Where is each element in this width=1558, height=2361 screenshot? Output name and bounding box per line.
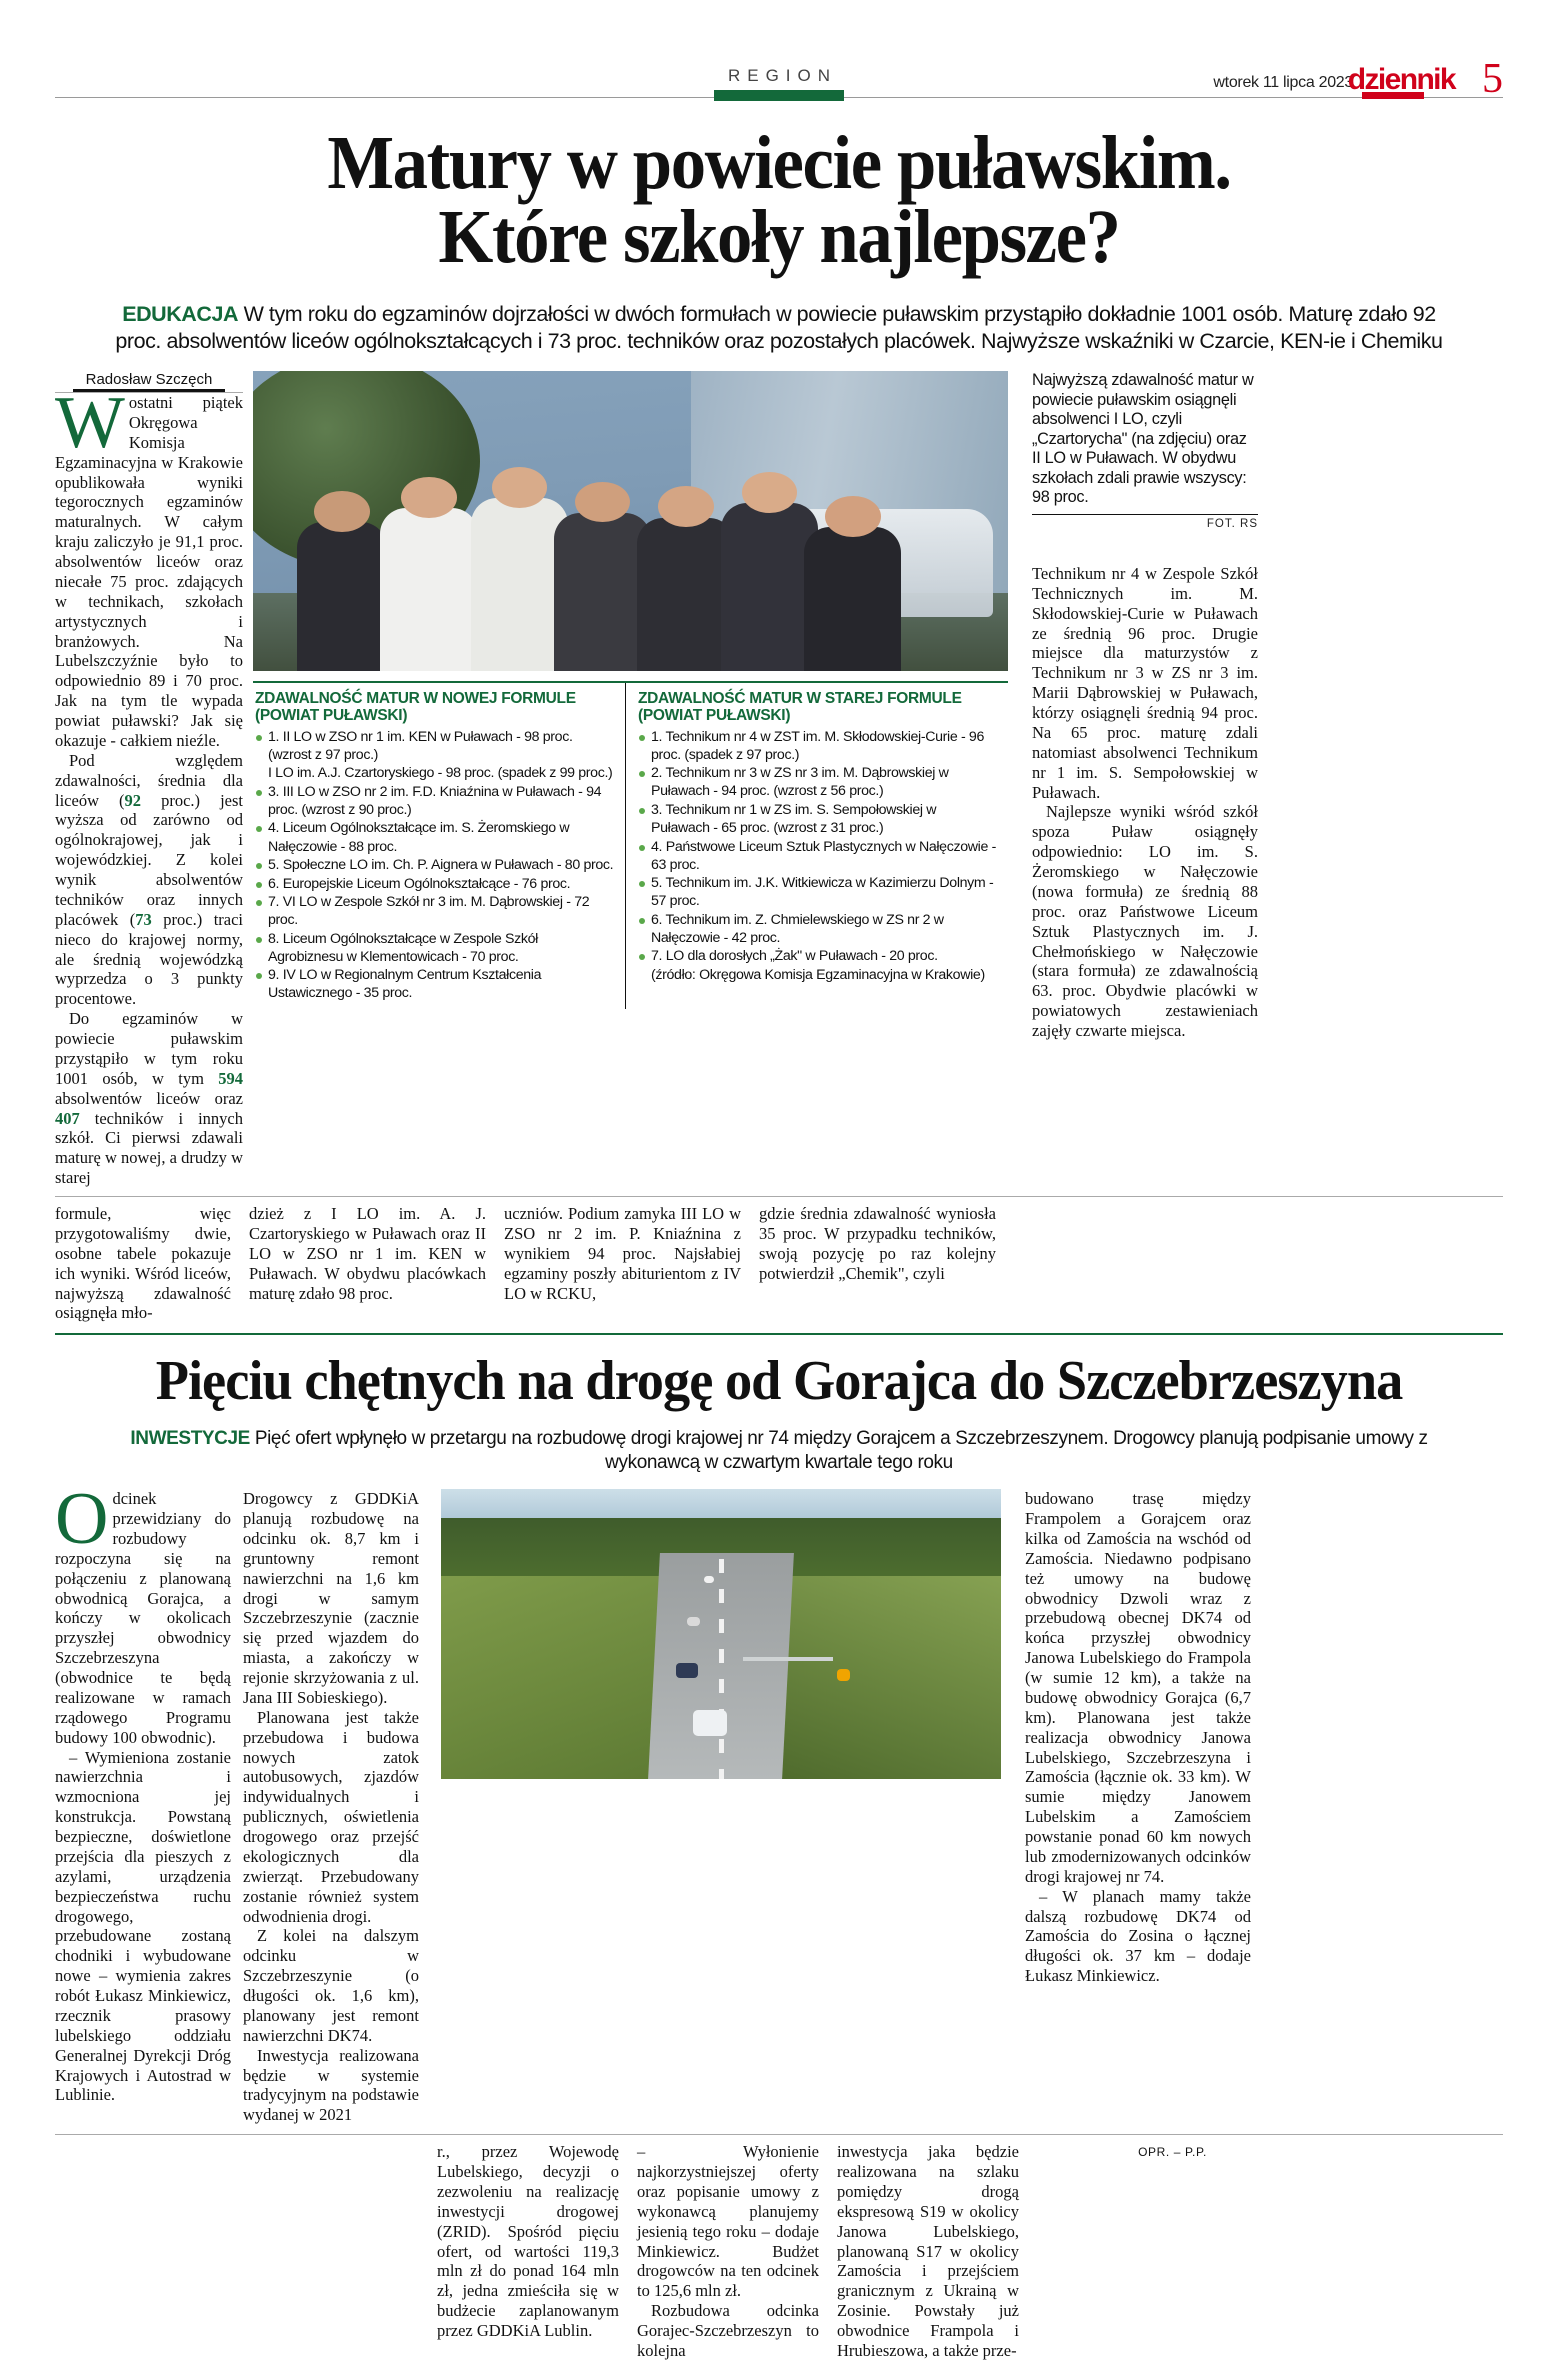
continuation-text: dzież z I LO im. A. J. Czartoryskiego w Puławach oraz II LO w ZSO nr 1 im. KEN w Puławach. W obydwu placówkach maturę zdało 98 proc.	[249, 1204, 486, 1303]
article1-right-column	[1018, 371, 1258, 1188]
paragraph-text: proc.) jest wyższa od zarówno od ogólnokrajowej, jak i wojewódzkiej. Z kolei wynik absolwentów techników oraz innych placówek (	[55, 790, 243, 929]
list-item: 3. Technikum nr 1 w ZS im. S. Sempołowskiej w Puławach - 65 proc. (wzrost z 31 proc.)	[638, 801, 998, 837]
paragraph-text: Do egzaminów w powiecie puławskim przystąpiło w tym roku 1001 osób, w tym	[55, 1009, 243, 1088]
paragraph-text: ostatni piątek Okręgowa Komisja Egzaminacyjna w Krakowie opublikowała wyniki tegorocznych egzaminów maturalnych. W całym kraju zaliczyło je 91,1 proc. absolwentów liceów oraz niecałe 75 proc. zdających w technikach, szkołach artystycznych i branżowych. Na Lubelszczyźnie było to odpowiednio 89 i 70 proc. Jak na tym tle wypada powiat puławski? Jak się okazuje - całkiem nieźle.	[55, 393, 243, 750]
paragraph: – W planach mamy także dalszą rozbudowę DK74 od Zamościa do Zosina o łącznej długości ok. 37 km – dodaje Łukasz Minkiewicz.	[1025, 1886, 1251, 1986]
byline: Radosław Szczęch	[73, 371, 225, 392]
paragraph: Planowana jest także przebudowa i budowa nowych zatok autobusowych, zjazdów indywidualnych i publicznych, oświetlenia drogowego oraz przejść ekologicznych dla zwierząt. Przebudowany zostanie również system odwodnienia drogi.	[243, 1707, 419, 1926]
article1-bottom-col-3	[498, 1204, 753, 1323]
photo-person	[297, 522, 387, 671]
results-source: (źródło: Okręgowa Komisja Egzaminacyjna w Krakowie)	[651, 966, 985, 983]
stat-value: 92	[124, 790, 142, 810]
article2-right-column	[1011, 1489, 1251, 2125]
photo-person-head	[742, 472, 798, 513]
paragraph-text: absolwentów liceów oraz	[55, 1088, 243, 1108]
dropcap: W	[55, 382, 125, 465]
paragraph	[55, 382, 243, 751]
article1-headline-line2: Które szkoły najlepsze?	[438, 195, 1120, 280]
brand-logo	[1348, 65, 1455, 99]
photo-person-head	[401, 477, 457, 518]
article2-top-row	[55, 1478, 1503, 2125]
article2-photo-column	[431, 1489, 1011, 2125]
article2-lead-text: Pięć ofert wpłynęło w przetargu na rozbudowę drogi krajowej nr 74 między Gorajcem a Szczebrzeszynem. Drogowcy planują podpisanie umowy z wykonawcą w czwartym kwartale tego roku	[249, 1428, 1428, 1474]
article1-headline-line1: Matury w powiecie puławskim.	[327, 121, 1231, 205]
list-item: 4. Liceum Ogólnokształcące im. S. Żeromskiego w Nałęczowie - 88 proc.	[255, 819, 615, 855]
article2-bottom-col-1	[55, 2142, 243, 2361]
article1-photo	[253, 371, 1008, 671]
page-header	[55, 56, 1503, 112]
article2-bottom-col-3	[431, 2142, 631, 2361]
list-item: 9. IV LO w Regionalnym Centrum Kształcenia Ustawicznego - 35 proc.	[255, 966, 615, 1002]
photo-credit: FOT. RS	[1032, 514, 1258, 530]
photo-person-head	[492, 467, 548, 508]
article1-bottom-col-5	[1008, 1204, 1196, 1323]
photo2-vehicle	[693, 1710, 727, 1736]
article2-col1-text	[55, 1478, 231, 2105]
list-item: 3. III LO w ZSO nr 2 im. F.D. Kniaźnina w Puławach - 94 proc. (wzrost z 90 proc.)	[255, 783, 615, 819]
photo2-field-right	[777, 1576, 1001, 1779]
article1-bottom-row	[55, 1196, 1503, 1323]
article2-right-text	[1025, 1489, 1251, 1986]
list-item: 5. Społeczne LO im. Ch. P. Aignera w Puławach - 80 proc.	[255, 856, 615, 874]
results-box-old-title	[638, 690, 998, 725]
article2-body	[55, 1478, 1503, 2361]
list-item: 4. Państwowe Liceum Sztuk Plastycznych w Nałęczowie - 63 proc.	[638, 838, 998, 874]
continuation-text: r., przez Wojewodę Lubelskiego, decyzji o zezwoleniu na realizację inwestycji drogowej (ZRID). Spośród pięciu ofert, od wartości 119,3 mln zł do ponad 164 mln zł, jedna zmieściła się w budżecie zaplanowanym przez GDDKiA Lublin.	[437, 2142, 619, 2341]
article1-center-column	[243, 371, 1018, 1188]
article2-bottom-col-2	[243, 2142, 431, 2361]
article2-photo	[441, 1489, 1001, 1779]
article1-end-rule	[55, 1333, 1503, 1335]
section-kicker: REGION	[727, 66, 838, 85]
results-boxes	[253, 681, 1008, 1009]
continuation-text	[637, 2142, 819, 2361]
article2-col2-text	[243, 1489, 419, 2125]
paragraph: Rozbudowa odcinka Gorajec-Szczebrzeszyn to kolejna	[637, 2301, 819, 2360]
article1-body	[55, 371, 1503, 1323]
photo-graduates-group	[283, 431, 978, 671]
photo2-guardrail	[743, 1657, 833, 1661]
paragraph	[55, 751, 243, 1009]
article2-headline: Pięciu chętnych na drogę od Gorajca do Szczebrzeszyna	[155, 1350, 1403, 1413]
page-number: 5	[1482, 56, 1503, 102]
paragraph: – Wyłonienie najkorzystniejszej oferty oraz popisanie umowy z wykonawcą planujemy jesienią tego roku – dodaje Minkiewicz. Budżet drogowców na ten odcinek to 125,6 mln zł.	[637, 2142, 819, 2301]
article2-lead	[105, 1427, 1453, 1475]
article2-column-1	[55, 1478, 243, 2125]
article1-lead-text: W tym roku do egzaminów dojrzałości w dwóch formułach w powiecie puławskim przystąpiło dokładnie 1001 osób. Maturę zdało 92 proc. absolwentów liceów ogólnokształcących i 73 proc. techników oraz pozostałych placówek. Najwyższe wskaźniki w Czarcie, KEN-ie i Chemiku	[115, 301, 1443, 354]
paragraph-text: proc.) traci nieco do krajowej normy, ale średnią wojewódzką wyprzedza o 3 punkty procentowe.	[55, 909, 244, 1009]
photo2-vehicle	[687, 1617, 700, 1626]
list-item: 7. LO dla dorosłych „Żak" w Puławach - 20 proc.	[638, 947, 998, 965]
list-item: 6. Europejskie Liceum Ogólnokształcące - 76 proc.	[255, 875, 615, 893]
title-line-1: ZDAWALNOŚĆ MATUR W STAREJ FORMULE	[638, 690, 962, 708]
article1-lead-tag: EDUKACJA	[122, 301, 239, 326]
article1-top-row	[55, 371, 1503, 1188]
article1-col1-text	[55, 382, 244, 1188]
photo-caption: Najwyższą zdawalność matur w powiecie puławskim osiągnęli absolwenci I LO, czyli „Czartorycha" (na zdjęciu) oraz II LO w Puławach. W obydwu szkołach zdali prawie wszyscy: 98 proc.	[1032, 371, 1254, 507]
article1-column-1	[55, 371, 243, 1188]
photo2-vehicle	[676, 1663, 698, 1678]
results-box-new-title	[255, 690, 615, 725]
list-item: I LO im. A.J. Czartoryskiego - 98 proc. (spadek z 99 proc.)	[268, 765, 613, 782]
continuation-text: inwestycja jaka będzie realizowana na szlaku pomiędzy drogą ekspresową S19 w okolicy Janowa Lubelskiego, planowaną S17 w okolicy Zamościa i przejściem granicznym z Ukrainą w Zosinie. Powstały już obwodnice Frampola i Hrubieszowa, a także prze-	[837, 2142, 1019, 2360]
paragraph: – Wymieniona zostanie nawierzchnia i wzmocniona jej konstrukcja. Powstaną bezpieczne, doświetlone przejścia dla pieszych z azylami, urządzenia bezpieczeństwa ruchu drogowego, przebudowane zostaną chodniki i wybudowane nowe – wymienia zakres robót Łukasz Minkiewicz, rzecznik prasowy lubelskiego oddziału Generalnej Dyrekcji Dróg Krajowych i Autostrad w Lublinie.	[55, 1747, 231, 2105]
paragraph: Drogowcy z GDDKiA planują rozbudowę na odcinku ok. 8,7 km i gruntowny remont nawierzchni na 1,6 km drogi w samym Szczebrzeszynie (zacznie się przed wjazdem do miasta, a zakończy w rejonie skrzyżowania z ul. Jana III Sobieskiego).	[243, 1489, 419, 1707]
photo-person-head	[314, 491, 370, 532]
list-item: 7. VI LO w Zespole Szkół nr 3 im. M. Dąbrowskiej - 72 proc.	[255, 893, 615, 929]
paragraph: Inwestycja realizowana będzie w systemie tradycyjnym na podstawie wydanej w 2021	[243, 2045, 419, 2125]
results-box-old-formula	[625, 683, 1008, 1009]
stat-value: 594	[218, 1068, 243, 1088]
photo2-road-sign	[837, 1669, 850, 1681]
article1-bottom-col-4	[753, 1204, 1008, 1323]
article1-bottom-col-1	[55, 1204, 243, 1323]
paragraph: budowano trasę między Frampolem a Gorajcem oraz kilka od Zamościa na wschód od Zamościa. Niedawno podpisano też umowy na budowę obwodnicy Dzwoli wraz z przebudową obecnej DK74 od końca przyszłej obwodnicy Janowa Lubelskiego do Frampola (w sumie 12 km), a także na budowę obwodnicy Gorajca (6,7 km). Planowana jest także realizacja obwodnicy Janowa Lubelskiego, Szczebrzeszyna i Zamościa (łącznie ok. 33 km). W sumie między Janowem Lubelskim a Zamościem powstanie ponad 60 km nowych lub zmodernizowanych odcinków drogi krajowej nr 74.	[1025, 1489, 1251, 1886]
paragraph: Z kolei na dalszym odcinku w Szczebrzeszynie (o długości ok. 1,6 km), planowany jest remont nawierzchni DK74.	[243, 1926, 419, 2045]
title-line-2: (POWIAT PUŁAWSKI)	[638, 707, 791, 725]
list-item: 1. II LO w ZSO nr 1 im. KEN w Puławach - 98 proc. (wzrost z 97 proc.)	[255, 728, 615, 764]
list-item: 2. Technikum nr 3 w ZS nr 3 im. M. Dąbrowskiej w Puławach - 94 proc. (wzrost z 56 proc.)	[638, 764, 998, 800]
paragraph: Najlepsze wyniki wśród szkół spoza Puław osiągnęły odpowiednio: LO im. S. Żeromskiego w Nałęczowie (nowa formuła) ze średnią 88 proc. oraz Państwowe Liceum Sztuk Plastycznych im. J. Chełmońskiego w Nałęczowie (stara formuła) ze zdawalnością 63. proc. Obydwie placówki w powiatowych zestawieniach zajęły czwarte miejsca.	[1032, 802, 1258, 1041]
article1-bottom-col-2	[243, 1204, 498, 1323]
article2-lead-tag: INWESTYCJE	[130, 1428, 250, 1450]
results-list-new	[255, 728, 615, 1002]
article1-headline	[106, 121, 1453, 280]
paragraph	[55, 1009, 243, 1188]
paragraph-text: dcinek przewidziany do rozbudowy rozpoczyna się na połączeniu z planowaną obwodnicą Gorajca, a kończy w okolicach przyszłej obwodnicy Szczebrzeszyna (obwodnice te będą realizowane w ramach rządowego Programu budowy 100 obwodnic).	[55, 1489, 231, 1747]
stat-value: 73	[135, 909, 152, 929]
section-kicker-bar	[714, 90, 844, 101]
continuation-text: uczniów. Podium zamyka III LO w ZSO nr 2 im. P. Kniaźnina z wynikiem 94 proc. Najsłabiej egzaminy poszły abiturientom z IV LO w RCKU,	[504, 1204, 741, 1303]
results-list-old	[638, 728, 998, 984]
stat-value: 407	[55, 1108, 80, 1128]
article2-bottom-col-6	[1031, 2142, 1219, 2361]
photo-person-head	[658, 486, 714, 527]
article1-sidebar-text	[1032, 564, 1258, 1041]
paragraph: Technikum nr 4 w Zespole Szkół Technicznych im. M. Skłodowskiej-Curie w Puławach ze średnią 96 proc. Drugie miejsce dla maturzystów z Technikum nr 3 w ZS nr 3 im. Marii Dąbrowskiej w Puławach, którzy osiągnęli średnią 94 proc. Na 65 proc. maturę zdali natomiast absolwenci Technikum nr 1 im. S. Sempołowskiej w Puławach.	[1032, 563, 1258, 802]
paragraph-text: techników i innych szkół. Ci pierwsi zdawali maturę w nowej, a drudzy w starej	[55, 1108, 243, 1188]
continuation-text: gdzie średnia zdawalność wyniosła 35 proc. W przypadku techników, swoją pozycję po raz kolejny potwierdził „Chemik", czyli	[759, 1204, 996, 1283]
continuation-text: formule, więc przygotowaliśmy dwie, osobne tabele pokazuje ich wyniki. Wśród liceów, najwyższą zdawalność osiągnęła mło-	[55, 1204, 231, 1323]
photo-person-head	[825, 496, 881, 537]
list-item: 1. Technikum nr 4 w ZST im. M. Skłodowskiej-Curie - 96 proc. (spadek z 97 proc.)	[638, 728, 998, 764]
newspaper-page	[0, 56, 1558, 2360]
paragraph	[55, 1478, 231, 1747]
article2-signature: OPR. – P.P.	[1138, 2145, 1207, 2160]
list-item: 6. Technikum im. Z. Chmielewskiego w ZS nr 2 w Nałęczowie - 42 proc.	[638, 911, 998, 947]
title-line-2: (POWIAT PUŁAWSKI)	[255, 707, 408, 725]
article2-column-2	[243, 1489, 431, 2125]
dropcap: O	[55, 1478, 109, 1561]
title-line-1: ZDAWALNOŚĆ MATUR W NOWEJ FORMULE	[255, 690, 576, 708]
photo2-road-line	[719, 1559, 724, 1779]
article2-bottom-col-4	[631, 2142, 831, 2361]
article2-bottom-col-5	[831, 2142, 1031, 2361]
list-item: 8. Liceum Ogólnokształcące w Zespole Szkół Agrobiznesu w Klementowicach - 70 proc.	[255, 930, 615, 966]
results-box-new-formula	[253, 683, 625, 1009]
dateline: wtorek 11 lipca 2023	[1213, 74, 1353, 91]
brand-logo-text: dziennik	[1347, 63, 1455, 96]
article2-bottom-row	[55, 2134, 1503, 2361]
article1-lead	[99, 301, 1459, 355]
photo-person	[380, 508, 477, 671]
paragraph-text: Pod względem zdawalności, średnia dla liceów (	[55, 750, 243, 810]
list-item: 5. Technikum im. J.K. Witkiewicza w Kazimierzu Dolnym - 57 proc.	[638, 874, 998, 910]
photo2-vehicle	[704, 1576, 714, 1583]
photo-person	[804, 527, 901, 671]
section-kicker-wrap	[714, 66, 844, 101]
